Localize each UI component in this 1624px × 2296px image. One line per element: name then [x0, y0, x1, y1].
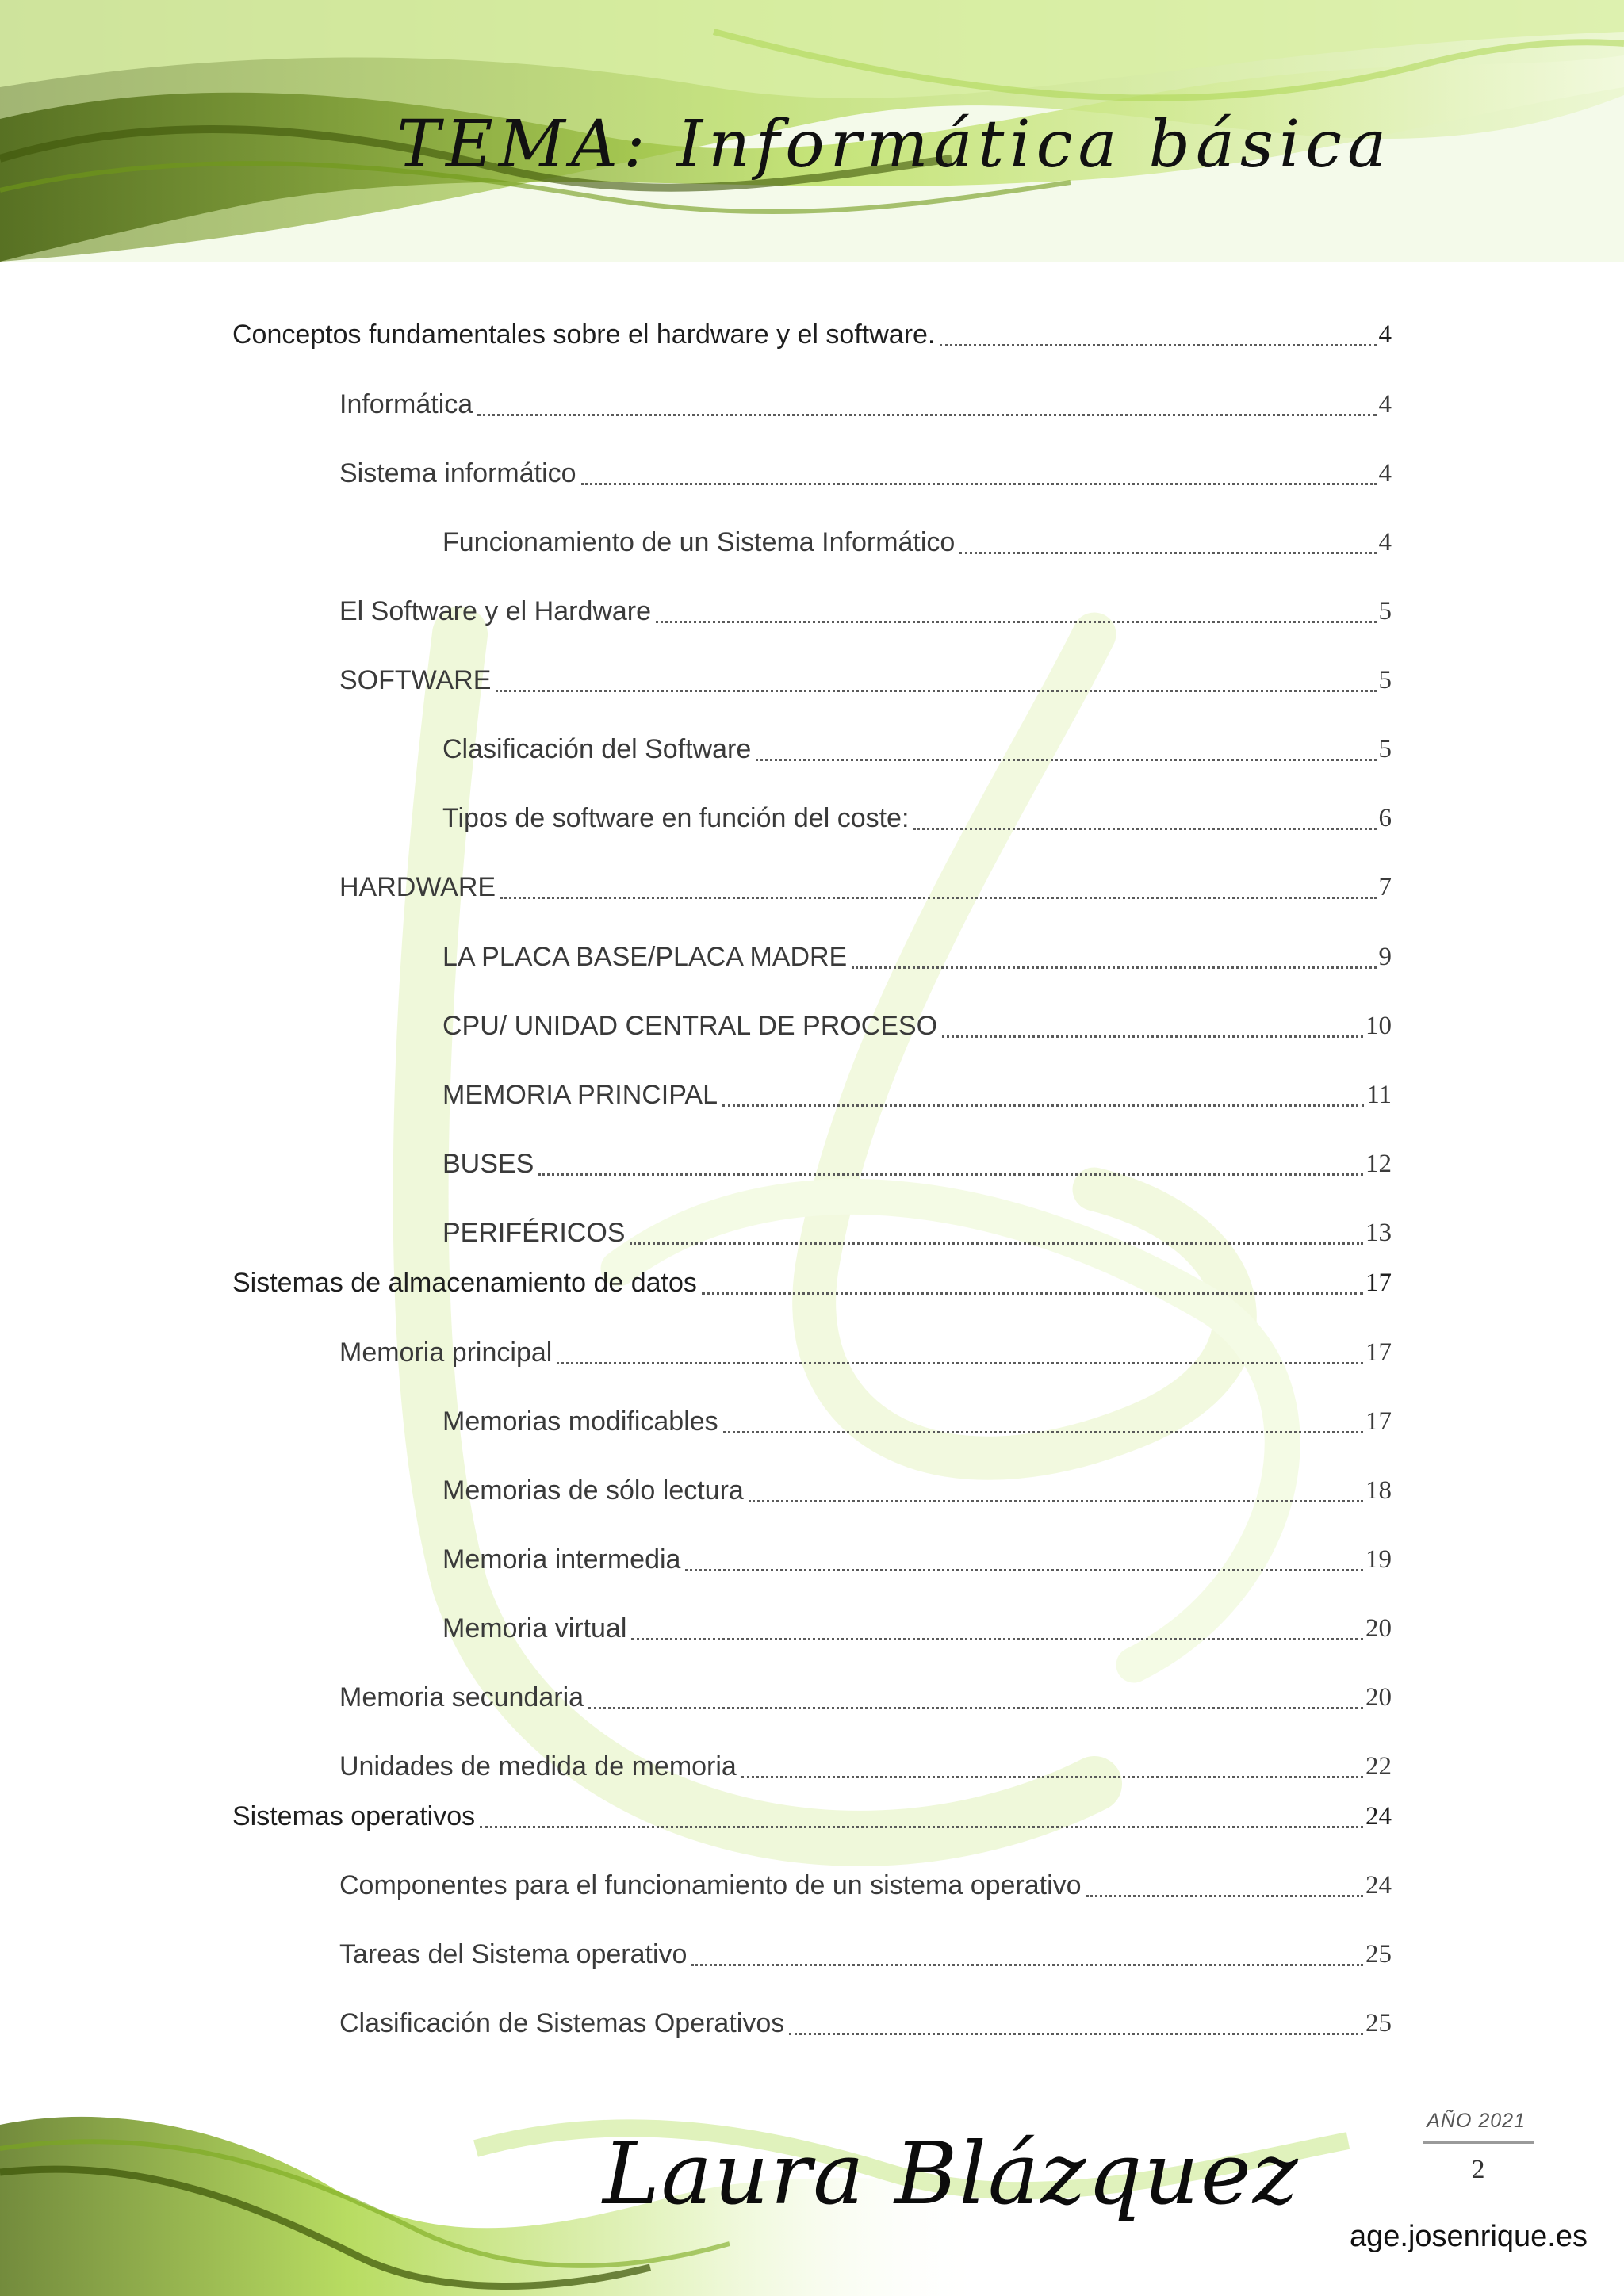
- toc-dot-leader: [557, 1361, 1363, 1364]
- toc-entry-title: SOFTWARE: [339, 665, 492, 695]
- toc-dot-leader: [656, 620, 1376, 623]
- toc-entry[interactable]: [442, 1607, 1392, 1650]
- toc-dot-leader: [588, 1706, 1363, 1709]
- toc-entry[interactable]: [339, 1864, 1392, 1907]
- toc-entry[interactable]: [442, 797, 1392, 840]
- toc-entry[interactable]: [339, 1331, 1392, 1374]
- toc-entry-title: Memoria secundaria: [339, 1682, 584, 1712]
- toc-entry[interactable]: [339, 590, 1392, 633]
- toc-dot-leader: [942, 1035, 1363, 1038]
- toc-entry-page: 7: [1378, 873, 1392, 901]
- source-url: age.josenrique.es: [1350, 2220, 1588, 2253]
- toc-entry-page: 22: [1365, 1752, 1392, 1781]
- toc-dot-leader: [723, 1430, 1363, 1433]
- toc-dot-leader: [631, 1637, 1363, 1640]
- toc-entry-page: 9: [1378, 943, 1392, 971]
- toc-entry-title: Unidades de medida de memoria: [339, 1751, 737, 1781]
- toc-entry[interactable]: [339, 659, 1392, 702]
- toc-entry-page: 4: [1378, 390, 1392, 419]
- toc-entry[interactable]: [232, 1261, 1392, 1304]
- toc-entry-title: Sistema informático: [339, 458, 576, 488]
- toc-entry[interactable]: [442, 521, 1392, 564]
- toc-dot-leader: [480, 1825, 1363, 1828]
- author-signature: Laura Blázquez: [603, 2125, 1300, 2224]
- toc-entry-title: BUSES: [442, 1149, 534, 1179]
- toc-entry-page: 17: [1365, 1338, 1392, 1367]
- toc-entry-page: 6: [1378, 804, 1392, 832]
- toc-entry-title: Tipos de software en función del coste:: [442, 803, 910, 833]
- toc-entry-title: LA PLACA BASE/PLACA MADRE: [442, 942, 848, 972]
- toc-entry[interactable]: [442, 1073, 1392, 1116]
- toc-entry-title: MEMORIA PRINCIPAL: [442, 1080, 718, 1110]
- toc-entry[interactable]: [339, 866, 1392, 909]
- toc-entry[interactable]: [339, 1676, 1392, 1719]
- header-title: TEMA: Informática básica: [396, 107, 1392, 182]
- toc-entry-page: 25: [1365, 2009, 1392, 2038]
- toc-entry[interactable]: [232, 313, 1392, 356]
- toc-entry-title: Funcionamiento de un Sistema Informático: [442, 527, 956, 557]
- toc-entry-title: Sistemas de almacenamiento de datos: [232, 1268, 697, 1298]
- toc-entry-title: Memoria virtual: [442, 1613, 627, 1644]
- toc-entry[interactable]: [339, 1933, 1392, 1976]
- toc-entry-title: Memorias de sólo lectura: [442, 1475, 744, 1506]
- toc-entry[interactable]: [339, 383, 1392, 426]
- toc-entry-page: 13: [1365, 1219, 1392, 1247]
- toc-entry-title: Tareas del Sistema operativo: [339, 1939, 688, 1969]
- toc-dot-leader: [722, 1104, 1364, 1107]
- toc-entry-title: HARDWARE: [339, 872, 496, 902]
- toc-dot-leader: [496, 689, 1376, 692]
- toc-entry[interactable]: [442, 1469, 1392, 1512]
- toc-entry-page: 4: [1378, 528, 1392, 557]
- toc-entry-page: 18: [1365, 1476, 1392, 1505]
- toc-entry-page: 17: [1365, 1407, 1392, 1436]
- toc-dot-leader: [685, 1568, 1363, 1571]
- toc-entry-title: Clasificación de Sistemas Operativos: [339, 2008, 785, 2038]
- toc-entry-title: Memoria intermedia: [442, 1544, 681, 1575]
- toc-entry[interactable]: [442, 1538, 1392, 1581]
- toc-entry-title: PERIFÉRICOS: [442, 1218, 626, 1248]
- toc-dot-leader: [630, 1242, 1363, 1245]
- toc-dot-leader: [756, 758, 1376, 761]
- toc-entry[interactable]: [442, 728, 1392, 771]
- toc-dot-leader: [940, 343, 1376, 346]
- toc-dot-leader: [500, 896, 1376, 899]
- toc-entry[interactable]: [442, 936, 1392, 978]
- page-number: 2: [1471, 2155, 1485, 2184]
- toc-entry-title: Sistemas operativos: [232, 1801, 476, 1831]
- toc-entry-page: 20: [1365, 1614, 1392, 1643]
- toc-entry-page: 5: [1378, 597, 1392, 626]
- toc-entry-page: 25: [1365, 1940, 1392, 1969]
- toc-entry-page: 11: [1366, 1081, 1392, 1109]
- toc-entry-page: 5: [1378, 735, 1392, 763]
- toc-entry-title: Conceptos fundamentales sobre el hardware y el software.: [232, 320, 936, 350]
- toc-entry[interactable]: [442, 1142, 1392, 1185]
- toc-entry-title: CPU/ UNIDAD CENTRAL DE PROCESO: [442, 1011, 938, 1041]
- toc-entry[interactable]: [442, 1211, 1392, 1254]
- toc-entry-title: Componentes para el funcionamiento de un sistema operativo: [339, 1870, 1082, 1900]
- toc-entry[interactable]: [339, 2002, 1392, 2045]
- toc-entry[interactable]: [339, 452, 1392, 495]
- toc-entry[interactable]: [232, 1795, 1392, 1838]
- toc-dot-leader: [538, 1173, 1363, 1176]
- toc-entry-page: 10: [1365, 1012, 1392, 1040]
- toc-entry-page: 19: [1365, 1545, 1392, 1574]
- year-label: AÑO 2021: [1427, 2110, 1526, 2132]
- toc-entry-page: 24: [1365, 1871, 1392, 1900]
- toc-entry[interactable]: [442, 1400, 1392, 1443]
- toc-entry[interactable]: [442, 1004, 1392, 1047]
- toc-entry-page: 17: [1365, 1269, 1392, 1297]
- toc-entry-title: El Software y el Hardware: [339, 596, 652, 626]
- toc-entry-page: 5: [1378, 666, 1392, 695]
- toc-entry-title: Informática: [339, 389, 473, 419]
- toc-entry-page: 24: [1365, 1802, 1392, 1831]
- toc-dot-leader: [852, 966, 1376, 969]
- toc-entry-title: Memorias modificables: [442, 1406, 718, 1437]
- toc-dot-leader: [1086, 1894, 1363, 1897]
- toc-entry-title: Clasificación del Software: [442, 734, 752, 764]
- toc-entry-page: 4: [1378, 320, 1392, 349]
- toc-entry[interactable]: [339, 1745, 1392, 1788]
- toc-dot-leader: [789, 2032, 1363, 2035]
- toc-dot-leader: [702, 1292, 1363, 1295]
- toc-dot-leader: [477, 413, 1376, 416]
- toc-entry-page: 20: [1365, 1683, 1392, 1712]
- toc-entry-page: 4: [1378, 459, 1392, 488]
- toc-dot-leader: [691, 1963, 1363, 1966]
- toc-dot-leader: [749, 1499, 1363, 1502]
- toc-entry-title: Memoria principal: [339, 1337, 553, 1368]
- toc-dot-leader: [914, 827, 1376, 830]
- toc-dot-leader: [959, 551, 1376, 554]
- footer-divider: [1423, 2141, 1534, 2144]
- toc-dot-leader: [581, 482, 1377, 485]
- toc-dot-leader: [741, 1775, 1363, 1778]
- toc-entry-page: 12: [1365, 1150, 1392, 1178]
